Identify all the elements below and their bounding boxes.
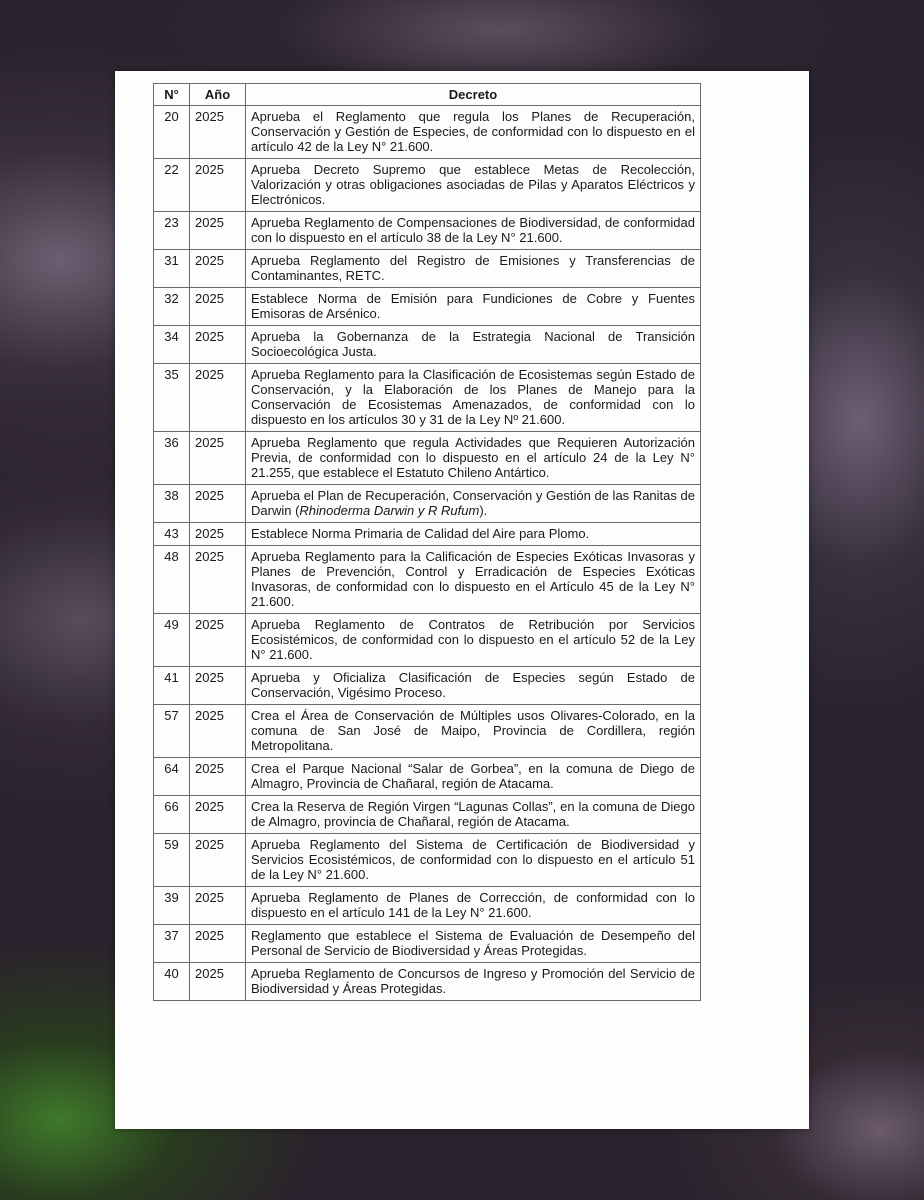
table-row <box>154 796 701 834</box>
decree-number: 32 <box>154 288 190 326</box>
table-row <box>154 250 701 288</box>
table-header-row <box>154 84 701 106</box>
decree-description <box>246 485 701 523</box>
decree-number: 36 <box>154 432 190 485</box>
decree-number: 57 <box>154 705 190 758</box>
table-row <box>154 758 701 796</box>
table-row <box>154 523 701 546</box>
header-number: N° <box>154 84 190 106</box>
decree-year: 2025 <box>190 925 246 963</box>
decree-number: 49 <box>154 614 190 667</box>
decree-description: Crea el Área de Conservación de Múltiples usos Olivares-Colorado, en la comuna de San José de Maipo, Provincia de Cordillera, región Metropolitana. <box>246 705 701 758</box>
decree-year: 2025 <box>190 106 246 159</box>
decree-number: 40 <box>154 963 190 1001</box>
decree-number: 66 <box>154 796 190 834</box>
decree-description: Aprueba Decreto Supremo que establece Metas de Recolección, Valorización y otras obligaciones asociadas de Pilas y Aparatos Eléctricos y Electrónicos. <box>246 159 701 212</box>
table-row <box>154 705 701 758</box>
table-row <box>154 364 701 432</box>
decree-year: 2025 <box>190 546 246 614</box>
decree-description: Aprueba Reglamento de Contratos de Retribución por Servicios Ecosistémicos, de conformidad con lo dispuesto en el artículo 52 de la Ley N° 21.600. <box>246 614 701 667</box>
decree-number: 37 <box>154 925 190 963</box>
decrees-table <box>153 83 701 1001</box>
decree-text: Aprueba el Plan de Recuperación, Conservación y Gestión de las Ranitas de Darwin ( <box>251 488 695 518</box>
decree-number: 38 <box>154 485 190 523</box>
table-row <box>154 106 701 159</box>
table-row <box>154 485 701 523</box>
table-row <box>154 546 701 614</box>
decree-number: 35 <box>154 364 190 432</box>
decree-description: Aprueba el Reglamento que regula los Planes de Recuperación, Conservación y Gestión de Especies, de conformidad con lo dispuesto en el artículo 42 de la Ley N° 21.600. <box>246 106 701 159</box>
decree-description: Aprueba Reglamento para la Calificación de Especies Exóticas Invasoras y Planes de Prevención, Control y Erradicación de Especies Exóticas Invasoras, de conformidad con lo dispuesto en el Artículo 45 de la Ley N° 21.600. <box>246 546 701 614</box>
decree-year: 2025 <box>190 159 246 212</box>
decree-number: 20 <box>154 106 190 159</box>
decree-number: 59 <box>154 834 190 887</box>
decree-number: 31 <box>154 250 190 288</box>
decree-year: 2025 <box>190 667 246 705</box>
decree-year: 2025 <box>190 887 246 925</box>
decree-year: 2025 <box>190 288 246 326</box>
decree-year: 2025 <box>190 758 246 796</box>
decree-description: Aprueba Reglamento de Compensaciones de Biodiversidad, de conformidad con lo dispuesto en el artículo 38 de la Ley N° 21.600. <box>246 212 701 250</box>
decree-description: Aprueba Reglamento que regula Actividades que Requieren Autorización Previa, de conformidad con lo dispuesto en el artículo 24 de la Ley N° 21.255, que establece el Estatuto Chileno Antártico. <box>246 432 701 485</box>
decree-number: 22 <box>154 159 190 212</box>
decree-text-end: ). <box>479 503 488 518</box>
decree-year: 2025 <box>190 834 246 887</box>
decree-year: 2025 <box>190 326 246 364</box>
decree-number: 41 <box>154 667 190 705</box>
table-row <box>154 432 701 485</box>
decree-year: 2025 <box>190 250 246 288</box>
header-decree: Decreto <box>246 84 701 106</box>
decree-description: Establece Norma de Emisión para Fundiciones de Cobre y Fuentes Emisoras de Arsénico. <box>246 288 701 326</box>
decree-year: 2025 <box>190 485 246 523</box>
decree-description: Aprueba y Oficializa Clasificación de Especies según Estado de Conservación, Vigésimo Proceso. <box>246 667 701 705</box>
decree-description: Establece Norma Primaria de Calidad del Aire para Plomo. <box>246 523 701 546</box>
decree-year: 2025 <box>190 796 246 834</box>
decree-description: Aprueba Reglamento del Sistema de Certificación de Biodiversidad y Servicios Ecosistémicos, de conformidad con lo dispuesto en el artículo 51 de la Ley N° 21.600. <box>246 834 701 887</box>
table-row <box>154 614 701 667</box>
decree-number: 39 <box>154 887 190 925</box>
document-page <box>115 71 809 1129</box>
table-row <box>154 887 701 925</box>
table-row <box>154 667 701 705</box>
decree-number: 23 <box>154 212 190 250</box>
decree-year: 2025 <box>190 212 246 250</box>
table-row <box>154 159 701 212</box>
header-year: Año <box>190 84 246 106</box>
decree-year: 2025 <box>190 364 246 432</box>
table-row <box>154 834 701 887</box>
decree-description: Aprueba Reglamento para la Clasificación de Ecosistemas según Estado de Conservación, y la Elaboración de los Planes de Manejo para la Conservación de Ecosistemas Amenazados, de conformidad con lo dispuesto en los artículos 30 y 31 de la Ley Nº 21.600. <box>246 364 701 432</box>
decree-description: Aprueba Reglamento de Planes de Corrección, de conformidad con lo dispuesto en el artículo 141 de la Ley N° 21.600. <box>246 887 701 925</box>
table-row <box>154 963 701 1001</box>
decree-description: Aprueba Reglamento de Concursos de Ingreso y Promoción del Servicio de Biodiversidad y Áreas Protegidas. <box>246 963 701 1001</box>
decree-year: 2025 <box>190 963 246 1001</box>
table-row <box>154 326 701 364</box>
table-row <box>154 212 701 250</box>
decree-number: 48 <box>154 546 190 614</box>
decree-description: Reglamento que establece el Sistema de Evaluación de Desempeño del Personal de Servicio de Biodiversidad y Áreas Protegidas. <box>246 925 701 963</box>
decree-number: 64 <box>154 758 190 796</box>
decree-year: 2025 <box>190 523 246 546</box>
decree-year: 2025 <box>190 705 246 758</box>
decree-year: 2025 <box>190 432 246 485</box>
decree-year: 2025 <box>190 614 246 667</box>
table-row <box>154 925 701 963</box>
decree-description: Crea la Reserva de Región Virgen “Lagunas Collas”, en la comuna de Diego de Almagro, provincia de Chañaral, región de Atacama. <box>246 796 701 834</box>
species-name: Rhinoderma Darwin y R Rufum <box>299 503 480 518</box>
decree-description: Aprueba Reglamento del Registro de Emisiones y Transferencias de Contaminantes, RETC. <box>246 250 701 288</box>
decree-number: 43 <box>154 523 190 546</box>
decree-number: 34 <box>154 326 190 364</box>
decree-description: Aprueba la Gobernanza de la Estrategia Nacional de Transición Socioecológica Justa. <box>246 326 701 364</box>
table-row <box>154 288 701 326</box>
decree-description: Crea el Parque Nacional “Salar de Gorbea”, en la comuna de Diego de Almagro, Provincia de Chañaral, región de Atacama. <box>246 758 701 796</box>
